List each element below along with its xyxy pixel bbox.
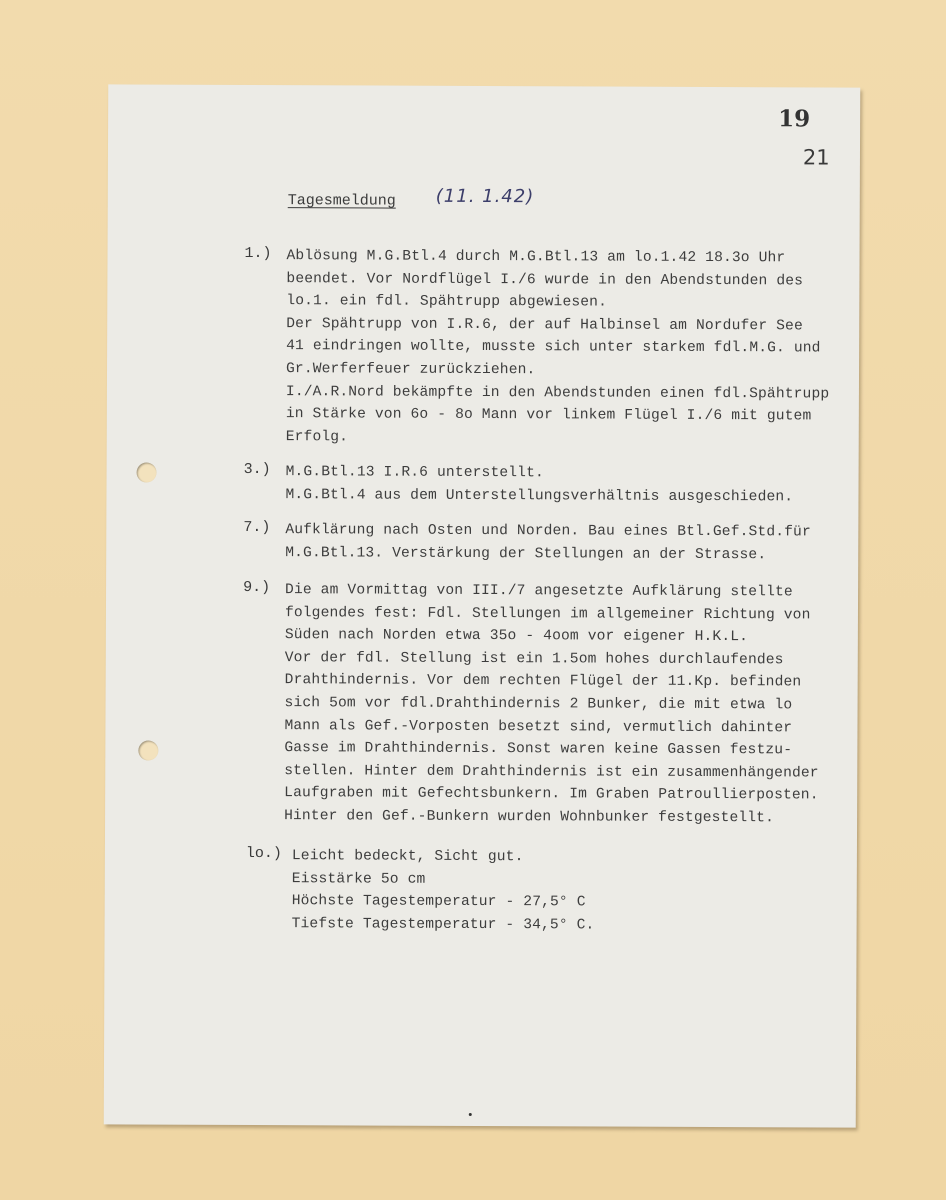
text-line: Gr.Werferfeuer zurückziehen.: [285, 361, 536, 379]
text-line: Tiefste Tagestemperatur - 34,5° C.: [291, 915, 595, 934]
report-item-1: [244, 244, 855, 446]
text-line: Die am Vormittag von III./7 angesetzte Aufklärung stellte: [285, 582, 793, 601]
text-line: M.G.Btl.13. Verstärkung der Stellungen an der Strasse.: [285, 544, 767, 563]
item-number: 9.): [243, 578, 271, 597]
page-number-stamp: 19: [778, 105, 811, 133]
item-number: lo.): [245, 844, 282, 863]
text-line: Eisstärke 5o cm: [291, 870, 426, 888]
text-line: in Stärke von 6o - 8o Mann vor linkem Flügel I./6 mit gutem: [285, 406, 812, 425]
text-line: folgendes fest: Fdl. Stellungen im allgemeiner Richtung von: [284, 604, 811, 624]
report-item-9: [243, 578, 853, 827]
page-number-pencil: 21: [802, 145, 830, 170]
text-line: Leicht bedeckt, Sicht gut.: [291, 848, 524, 866]
text-line: lo.1. ein fdl. Spähtrupp abgewiesen.: [286, 293, 608, 311]
text-line: I./A.R.Nord bekämpfte in den Abendstunden einen fdl.Spähtrupp: [285, 383, 830, 403]
text-line: stellen. Hinter dem Drahthindernis ist ein zusammenhängender: [284, 762, 819, 782]
item-text: [285, 461, 793, 508]
text-line: M.G.Btl.4 aus dem Unterstellungsverhältnis ausgeschieden.: [285, 486, 794, 505]
text-line: Süden nach Norden etwa 35o - 4oom vor eigener H.K.L.: [284, 627, 749, 646]
text-line: beendet. Vor Nordflügel I./6 wurde in den Abendstunden des: [286, 270, 804, 289]
punch-hole-lower: [138, 741, 158, 761]
text-line: 41 eindringen wollte, musste sich unter starkem fdl.M.G. und: [286, 338, 821, 357]
text-line: Ablösung M.G.Btl.4 durch M.G.Btl.13 am lo.1.42 18.3o Uhr: [286, 248, 786, 267]
report-item-10: [245, 844, 856, 934]
text-line: Aufklärung nach Osten und Norden. Bau eines Btl.Gef.Std.für: [285, 522, 811, 541]
item-number: 1.): [244, 244, 272, 263]
text-line: Gasse im Drahthindernis. Sonst waren keine Gassen festzu-: [284, 740, 793, 759]
handwritten-date: (11. 1.42): [435, 185, 535, 208]
report-item-3: [243, 460, 854, 505]
ink-dot: [469, 1113, 472, 1116]
item-number: 3.): [243, 460, 271, 479]
text-line: Hinter den Gef.-Bunkern wurden Wohnbunker festgestellt.: [284, 808, 775, 827]
text-line: sich 5om vor fdl.Drahthindernis 2 Bunker, die mit etwa lo: [284, 695, 793, 714]
text-line: Erfolg.: [285, 428, 349, 446]
item-text: [284, 579, 820, 830]
item-text: [292, 845, 595, 937]
text-line: Höchste Tagestemperatur - 27,5° C: [291, 893, 586, 911]
item-text: [286, 245, 830, 451]
document-sheet: [104, 84, 861, 1127]
item-number: 7.): [243, 518, 271, 537]
text-line: Mann als Gef.-Vorposten besetzt sind, vermutlich dahinter: [284, 717, 793, 736]
text-line: M.G.Btl.13 I.R.6 unterstellt.: [285, 464, 544, 482]
item-text: [285, 519, 811, 566]
text-line: Vor der fdl. Stellung ist ein 1.5om hohes durchlaufendes: [284, 649, 784, 669]
document-title: Tagesmeldung: [287, 192, 396, 210]
text-line: Drahthindernis. Vor dem rechten Flügel der 11.Kp. befinden: [284, 672, 802, 691]
report-item-7: [243, 518, 853, 563]
text-line: Laufgraben mit Gefechtsbunkern. Im Graben Patroullierposten.: [284, 785, 819, 804]
punch-hole-upper: [137, 462, 157, 482]
text-line: Der Spähtrupp von I.R.6, der auf Halbinsel am Nordufer See: [286, 315, 803, 335]
